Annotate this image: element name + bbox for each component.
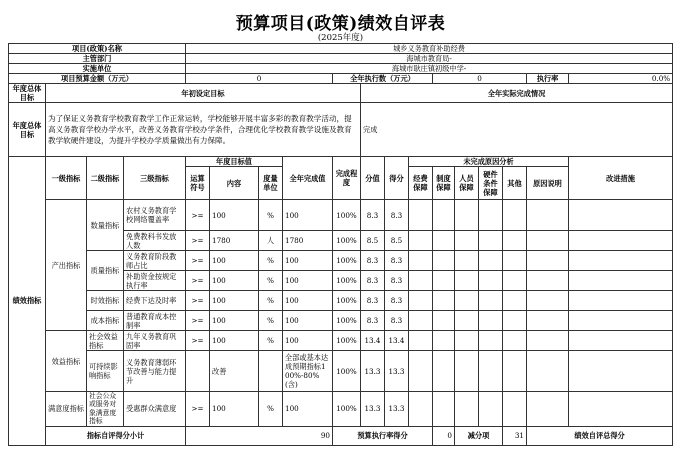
cell-done: 100	[283, 291, 333, 311]
cell-empty	[455, 311, 479, 331]
cell-score: 13.3	[361, 392, 385, 427]
group-sustain: 可持续影响指标	[87, 351, 124, 392]
executed-value: 0	[433, 74, 527, 84]
degree-header: 完成程度	[333, 157, 361, 200]
exec-score-value: 0	[433, 426, 455, 445]
group-social: 社会效益指标	[87, 331, 124, 351]
row-footer	[9, 426, 673, 445]
cell-score: 8.3	[361, 311, 385, 331]
cell-empty	[503, 392, 527, 427]
cell-empty	[503, 291, 527, 311]
cell-empty	[479, 251, 503, 271]
got-header: 得分	[385, 157, 409, 200]
cell-empty	[409, 291, 433, 311]
cell-content: 100	[210, 251, 259, 271]
unit-value: 海城市耿庄镇初级中学-	[186, 64, 673, 74]
cell-got: 8.3	[385, 291, 409, 311]
initial-goal-text: 为了保证义务教育学校教育教学工作正常运转，学校能够开展丰富多彩的教育教学活动，提高义务教育学校办学水平，改善义务教育学校办学条件，合理优化学校教育教学设施及教育教学软硬件建设，为提升学校办学质量做出有力保障。	[46, 103, 361, 157]
reason-other-header: 其他	[503, 167, 527, 200]
evaluation-table	[8, 43, 673, 446]
level3-header: 三级指标	[124, 157, 186, 200]
cell-empty	[527, 351, 569, 392]
group-cost: 成本指标	[87, 311, 124, 331]
actual-goal-text: 完成	[361, 103, 673, 157]
unit-header: 度量单位	[259, 167, 283, 200]
reason-hardware-header: 硬件条件保障	[479, 167, 503, 200]
cell-empty	[503, 251, 527, 271]
actual-goal-label: 全年实际完成情况	[361, 84, 673, 103]
cell-degree: 100%	[333, 311, 361, 331]
cell-empty	[455, 331, 479, 351]
reasons-group-header: 未完成原因分析	[409, 157, 569, 167]
cell-empty	[409, 231, 433, 251]
cell-empty	[455, 291, 479, 311]
score-header: 分值	[361, 157, 385, 200]
cell-unit: %	[259, 311, 283, 331]
cell-empty	[569, 271, 673, 291]
cell-empty	[569, 311, 673, 331]
cell-empty	[527, 231, 569, 251]
cell-empty	[433, 311, 455, 331]
cell-content: 100	[210, 392, 259, 427]
cell-empty	[409, 200, 433, 231]
cell-done: 全部或基本达成预期指标100%-80%(含)	[283, 351, 333, 392]
cell-empty	[527, 392, 569, 427]
table-row	[9, 351, 673, 392]
cell-unit: %	[259, 291, 283, 311]
cell-done: 100	[283, 251, 333, 271]
cell-degree: 100%	[333, 200, 361, 231]
cell-empty	[479, 231, 503, 251]
cell-got: 13.4	[385, 331, 409, 351]
cell-score: 8.3	[361, 291, 385, 311]
cell-l3: 义务教育薄弱环节改善与能力提升	[124, 351, 186, 392]
cell-empty	[409, 331, 433, 351]
reason-system-header: 制度保障	[433, 167, 455, 200]
cell-degree: 100%	[333, 392, 361, 427]
cell-score: 8.3	[361, 271, 385, 291]
row-unit	[9, 64, 673, 74]
operator-header: 运算符号	[186, 167, 210, 200]
cell-degree: 100%	[333, 271, 361, 291]
cell-score: 8.5	[361, 231, 385, 251]
cell-score: 13.3	[361, 351, 385, 392]
cell-score: 8.3	[361, 251, 385, 271]
cell-empty	[433, 251, 455, 271]
total-score-label: 绩效自评总得分	[527, 426, 673, 445]
cell-got: 8.3	[385, 311, 409, 331]
measures-header: 改进措施	[569, 157, 673, 200]
group-quality: 质量指标	[87, 251, 124, 291]
unit-label: 实施单位	[9, 64, 186, 74]
rate-value: 0.0%	[569, 74, 673, 84]
cell-op: >=	[186, 291, 210, 311]
cell-empty	[503, 331, 527, 351]
cell-empty	[527, 291, 569, 311]
cell-empty	[569, 392, 673, 427]
cell-done: 100	[283, 311, 333, 331]
cell-content: 100	[210, 200, 259, 231]
rate-label: 执行率	[527, 74, 569, 84]
group-public: 社会公众或服务对象满意度指标	[87, 392, 124, 427]
cell-done: 100	[283, 331, 333, 351]
target-group-header: 年度目标值	[186, 157, 283, 167]
table-row	[9, 291, 673, 311]
cell-l3: 补助资金按规定执行率	[124, 271, 186, 291]
cell-got: 8.3	[385, 271, 409, 291]
cell-empty	[503, 351, 527, 392]
table-row	[9, 251, 673, 271]
cell-done: 100	[283, 200, 333, 231]
cell-empty	[503, 231, 527, 251]
row-budget	[9, 74, 673, 84]
cell-empty	[527, 271, 569, 291]
cell-empty	[455, 271, 479, 291]
cell-empty	[455, 200, 479, 231]
cell-l3: 受惠群众满意度	[124, 392, 186, 427]
cell-empty	[569, 251, 673, 271]
cell-empty	[479, 331, 503, 351]
project-name-value: 城乡义务教育补助经费	[186, 44, 673, 54]
cell-empty	[455, 351, 479, 392]
cell-empty	[479, 200, 503, 231]
deduct-label: 减分项	[455, 426, 503, 445]
cell-empty	[409, 392, 433, 427]
self-score-value: 90	[186, 426, 333, 445]
cell-empty	[569, 200, 673, 231]
form-title: 预算项目(政策)绩效自评表	[235, 14, 446, 34]
table-row	[9, 392, 673, 427]
cell-l3: 免费教科书发放人数	[124, 231, 186, 251]
table-row	[9, 311, 673, 331]
cell-op: >=	[186, 331, 210, 351]
cell-empty	[479, 351, 503, 392]
cell-unit: %	[259, 331, 283, 351]
cell-empty	[527, 200, 569, 231]
cell-empty	[433, 331, 455, 351]
cell-empty	[455, 231, 479, 251]
cell-content: 改善	[210, 351, 259, 392]
cell-done: 100	[283, 271, 333, 291]
row-goal-body	[9, 103, 673, 157]
cell-op: >=	[186, 200, 210, 231]
deduct-value: 31	[503, 426, 527, 445]
cell-got: 13.3	[385, 392, 409, 427]
cell-score: 13.4	[361, 331, 385, 351]
cell-unit: %	[259, 200, 283, 231]
cell-degree: 100%	[333, 291, 361, 311]
cell-empty	[569, 351, 673, 392]
cell-empty	[409, 311, 433, 331]
cell-empty	[433, 200, 455, 231]
cell-empty	[479, 291, 503, 311]
department-value: 海城市教育局-	[186, 54, 673, 64]
completed-header: 全年完成值	[283, 157, 333, 200]
cell-done: 100	[283, 392, 333, 427]
project-name-label: 项目(政策)名称	[9, 44, 186, 54]
cell-content: 1780	[210, 231, 259, 251]
level2-header: 二级指标	[87, 157, 124, 200]
cell-l3: 九年义务教育巩固率	[124, 331, 186, 351]
cell-empty	[503, 271, 527, 291]
cell-empty	[433, 351, 455, 392]
row-goal-header	[9, 84, 673, 103]
cell-got: 8.3	[385, 251, 409, 271]
cell-empty	[503, 200, 527, 231]
overall-goal-label: 年度总体目标	[9, 84, 46, 103]
cell-op: >=	[186, 251, 210, 271]
cell-unit: 人	[259, 231, 283, 251]
table-row	[9, 331, 673, 351]
cell-unit: %	[259, 251, 283, 271]
reason-note-header: 原因说明	[527, 167, 569, 200]
cell-op	[186, 351, 210, 392]
cell-empty	[455, 251, 479, 271]
level1-header: 一级指标	[46, 157, 87, 200]
content-header: 内容	[210, 167, 259, 200]
cell-op: >=	[186, 311, 210, 331]
cell-unit: %	[259, 392, 283, 427]
cell-empty	[479, 271, 503, 291]
cell-empty	[433, 231, 455, 251]
cell-content: 100	[210, 291, 259, 311]
initial-goal-label: 年初设定目标	[46, 84, 361, 103]
cell-unit	[259, 351, 283, 392]
cell-empty	[569, 331, 673, 351]
cell-l3: 义务教育阶段教师占比	[124, 251, 186, 271]
cell-empty	[433, 271, 455, 291]
self-score-label: 指标自评得分小计	[46, 426, 186, 445]
perf-indicator-label: 绩效指标	[9, 157, 46, 446]
cell-empty	[479, 392, 503, 427]
table-row	[9, 200, 673, 231]
cell-empty	[409, 251, 433, 271]
cell-empty	[569, 231, 673, 251]
cell-unit: %	[259, 271, 283, 291]
cell-empty	[433, 392, 455, 427]
reason-funding-header: 经费保障	[409, 167, 433, 200]
executed-label: 全年执行数（万元）	[333, 74, 433, 84]
cell-got: 8.5	[385, 231, 409, 251]
row-col-header-1	[9, 157, 673, 167]
cell-content: 100	[210, 271, 259, 291]
cell-l3: 普通教育成本控制率	[124, 311, 186, 331]
budget-label: 项目预算金额（万元）	[9, 74, 186, 84]
cell-empty	[503, 311, 527, 331]
row-department	[9, 54, 673, 64]
cell-empty	[569, 291, 673, 311]
cell-degree: 100%	[333, 331, 361, 351]
cell-degree: 100%	[333, 351, 361, 392]
cell-empty	[455, 392, 479, 427]
budget-value: 0	[186, 74, 333, 84]
overall-goal-label-2: 年度总体目标	[9, 103, 46, 157]
cell-done: 1780	[283, 231, 333, 251]
group-output: 产出指标	[46, 200, 87, 331]
group-satisfaction: 满意度指标	[46, 392, 87, 427]
group-timeliness: 时效指标	[87, 291, 124, 311]
group-benefit: 效益指标	[46, 331, 87, 392]
cell-degree: 100%	[333, 231, 361, 251]
cell-got: 8.3	[385, 200, 409, 231]
cell-op: >=	[186, 231, 210, 251]
cell-empty	[527, 311, 569, 331]
cell-empty	[409, 351, 433, 392]
cell-content: 100	[210, 331, 259, 351]
row-project-name	[9, 44, 673, 54]
cell-empty	[527, 331, 569, 351]
cell-degree: 100%	[333, 251, 361, 271]
group-quantity: 数量指标	[87, 200, 124, 251]
cell-empty	[527, 251, 569, 271]
cell-empty	[479, 311, 503, 331]
exec-score-label: 预算执行率得分	[333, 426, 433, 445]
department-label: 主管部门	[9, 54, 186, 64]
cell-content: 100	[210, 311, 259, 331]
cell-op: >=	[186, 271, 210, 291]
reason-staff-header: 人员保障	[455, 167, 479, 200]
cell-l3: 农村义务教育学校网络覆盖率	[124, 200, 186, 231]
form-year: (2025年度)	[317, 33, 364, 43]
cell-got: 13.3	[385, 351, 409, 392]
cell-score: 8.3	[361, 200, 385, 231]
cell-empty	[433, 291, 455, 311]
cell-empty	[409, 271, 433, 291]
cell-l3: 经费下达及时率	[124, 291, 186, 311]
cell-op: >=	[186, 392, 210, 427]
